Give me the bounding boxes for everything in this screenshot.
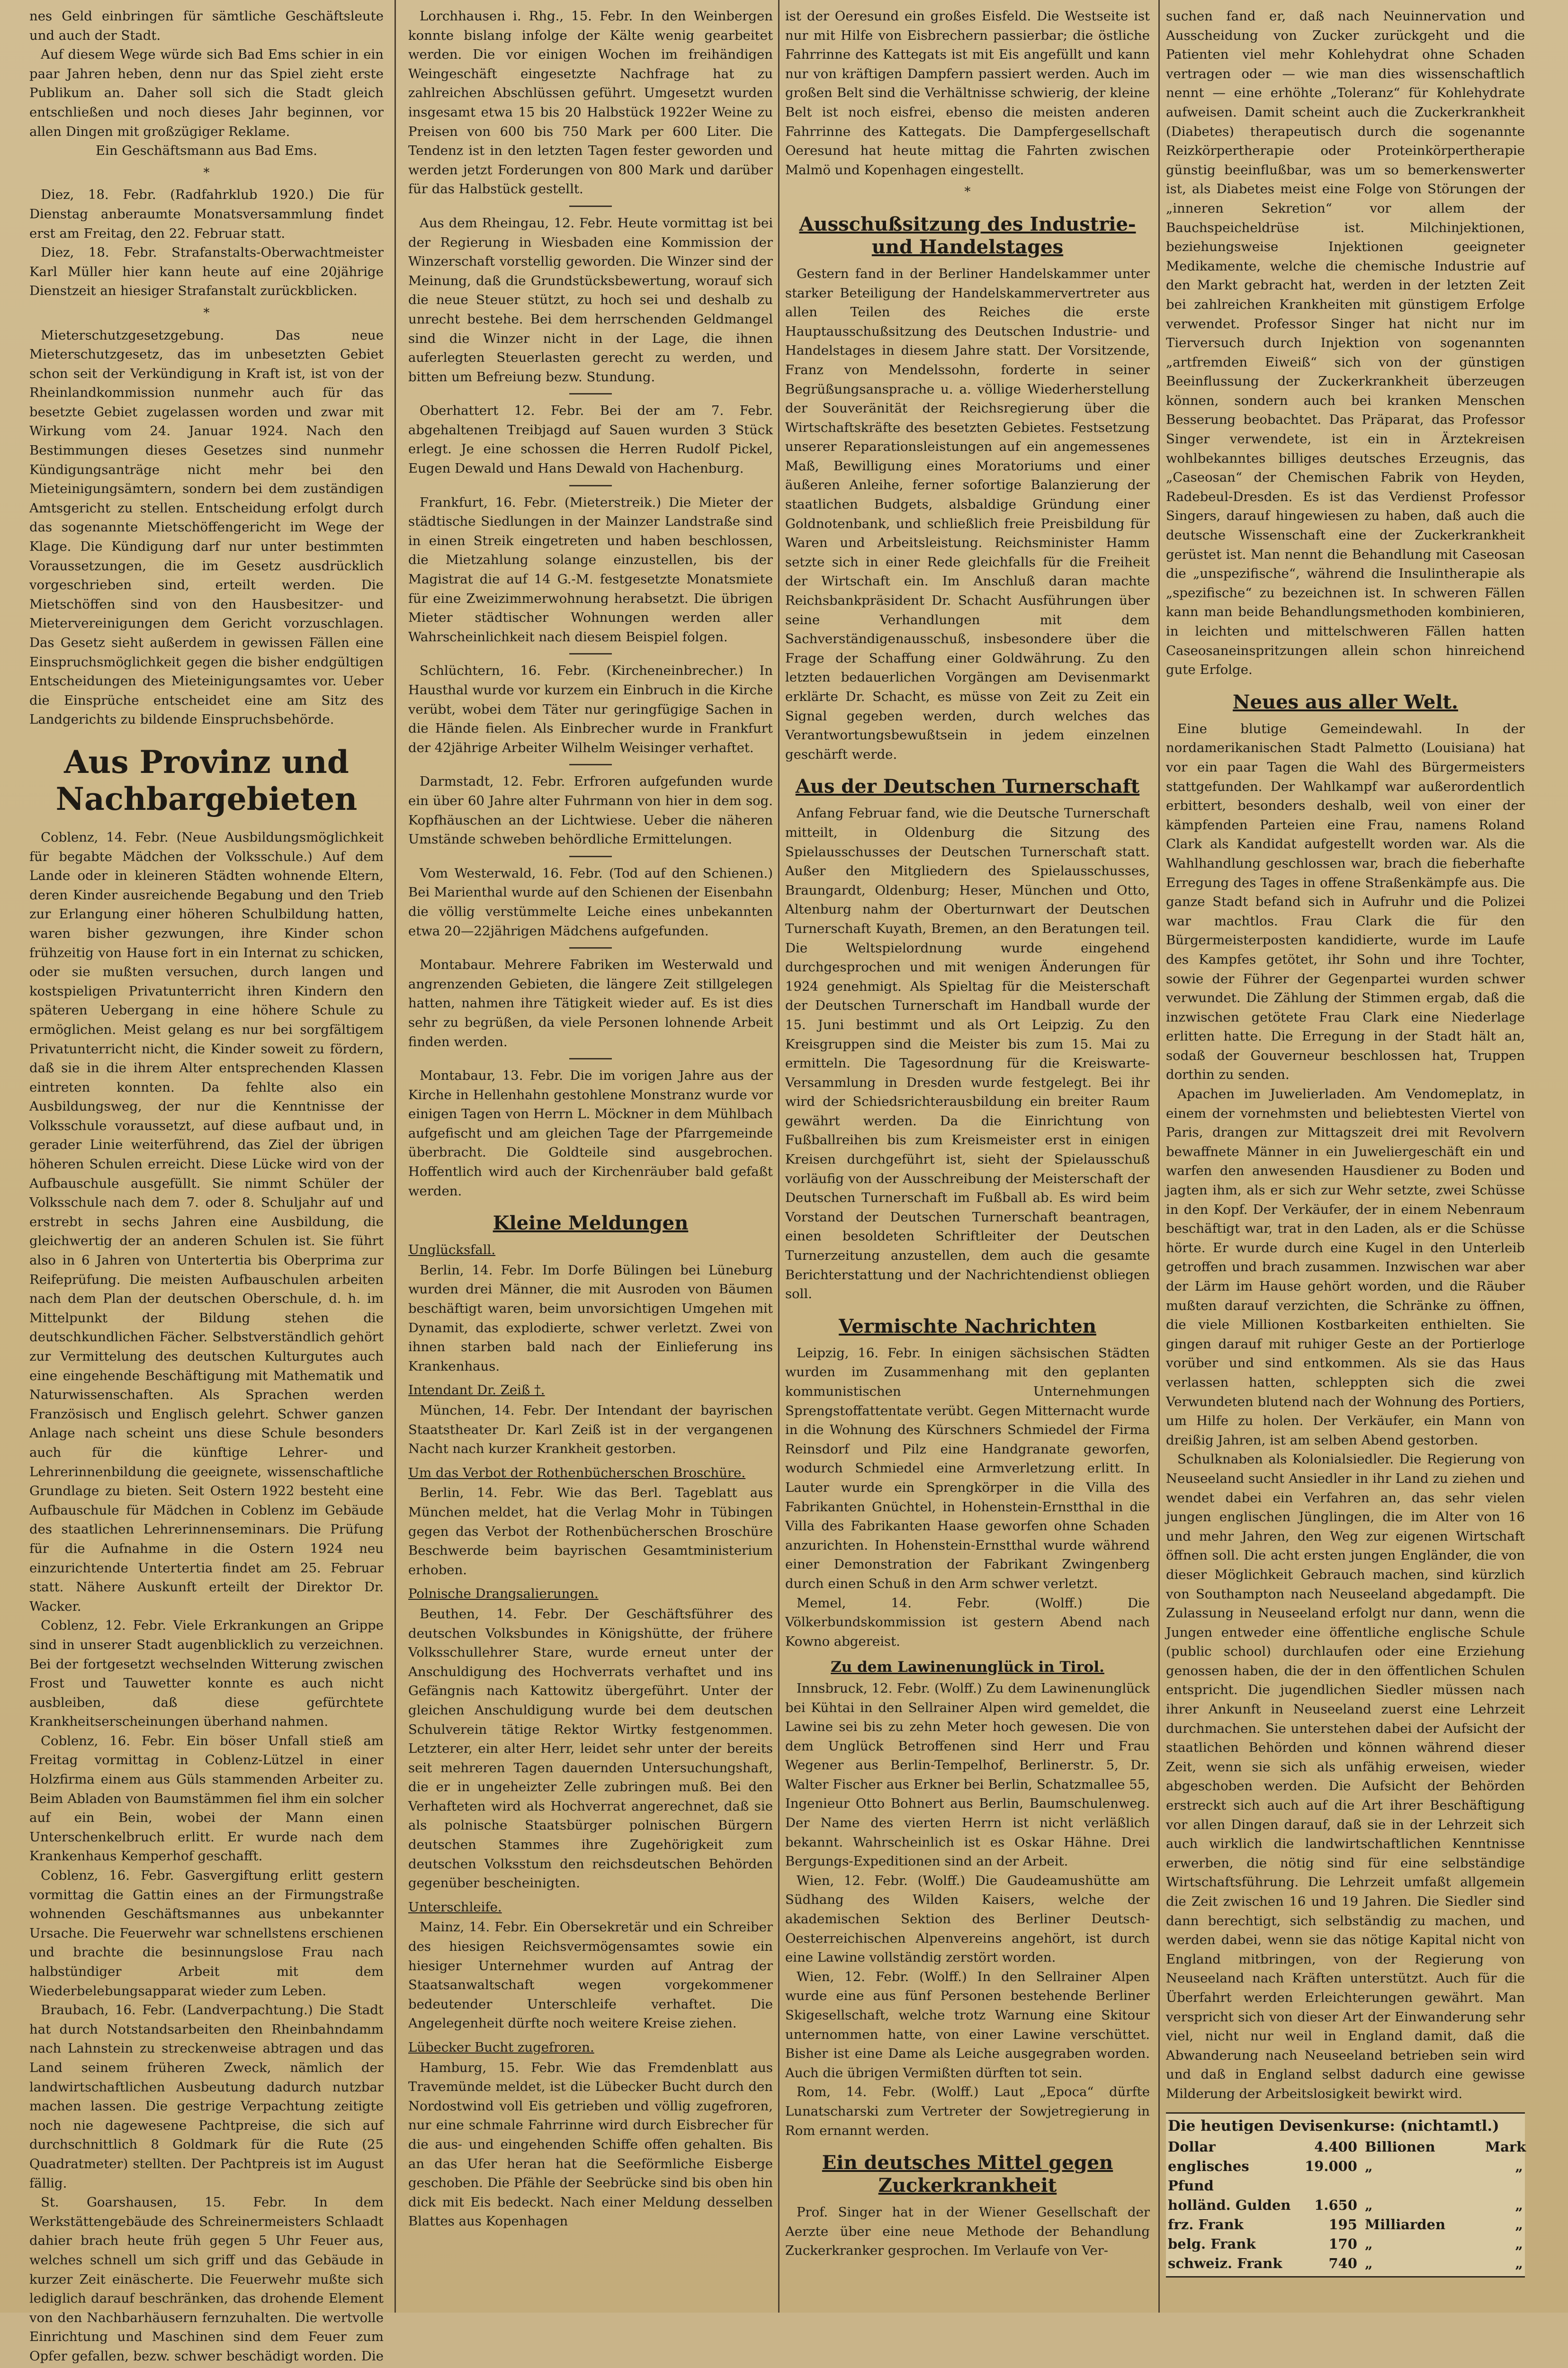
currency-name: belg. Frank bbox=[1168, 2236, 1256, 2252]
regional-news: Montabaur. Mehrere Fabriken im Westerwald und angrenzenden Gebieten, die längere Zeit stillgelegen hatten, nahmen ihre Tätigkeit wieder auf. Es ist dies sehr zu begrüßen, da viele Personen lohnende Arbeit finden werden. bbox=[408, 957, 773, 1049]
world-news: Schulknaben als Kolonialsiedler. Die Regierung von Neuseeland sucht Ansiedler in ihr Land zu ziehen und wendet dabei ein Verfahren an, das sehr vielen jungen englischen Jünglingen, die im Alter von 16 und mehr Jahren, den Weg zur eigenen Wirtschaft öffnen soll. Die acht ersten jungen Engländer, die von dieser Möglichkeit Gebrauch machen, sind kürzlich von Southampton nach Neuseeland abgedampft. Die Zulassung in Neuseeland erfolgt nur dann, wenn die Jungen entweder eine öffentliche englische Schule (public school) durchlaufen oder eine Erziehung genossen haben, die der in den öffentlichen Schulen entspricht. Die jugendlichen Siedler müssen nach ihrer Ankunft in Neuseeland zuerst eine Lehrzeit durchmachen. Sie unterstehen dabei der Aufsicht der staatlichen Behörden und können während dieser Zeit, wenn sie sich als unfähig erweisen, wieder abgeschoben werden. Die Aufsicht der Behörden erstreckt sich auch auf die Art ihrer Beschäftigung vor allen Dingen darauf, daß sie in der Lehrzeit sich auch wirklich die landwirtschaftlichen Kenntnisse erwerben, die nötig sind für eine selbständige Wirtschaftsführung. Die Lehrzeit umfaßt allgemein die Zeit zwischen 16 und 19 Jahren. Die Siedler sind dann berechtigt, sich selbständig zu machen, und werden dabei, wenn sie das nötige Kapital nicht von England mitbringen, von der Regierung von Neuseeland nach Kräften unterstützt. Auch für die Überfahrt werden Erleichterungen gewährt. Man verspricht sich von dieser Art der Einwanderung sehr viel, nicht nur weil in England damit, daß die Abwanderung nach Neuseeland betrieben sein wird und daß in England selbst dadurch eine gewisse Milderung der Arbeitslosigkeit bewirkt wird. bbox=[1166, 1452, 1525, 2101]
separator-line bbox=[569, 653, 612, 655]
rate-suffix: Mark bbox=[1485, 2139, 1526, 2155]
currency-name: holländ. Gulden bbox=[1168, 2197, 1291, 2214]
article-paragraph: suchen fand er, daß nach Neuinnervation und Ausscheidung von Zucker zurückgeht und die Patienten viel mehr Kohlehydrat ohne Schaden vertragen oder — wie man dies wissenschaftlich nennt — eine erhöhte „Toleranz“ für Kohlehydrate aufweisen. Damit scheint auch die Zuckerkrankheit (Diabetes) therapeutisch durch die sogenannte Reizkörpertherapie oder Proteinkörpertherapie günstig beeinflußbar, was um so bemerkenswerter ist, als Diabetes meist eine Folge von Störungen der „inneren Sekretion“ vor allem der Bauchspeicheldrüse ist. Milchinjektionen, beziehungsweise Injektionen geeigneter Medikamente, welche die chemische Industrie auf den Markt gebracht hat, werden in der letzten Zeit bei zahlreichen Krankheiten mit günstigem Erfolge verwendet. Professor Singer hat nicht nur im Tierversuch durch Injektion von sogenannten „artfremden Eiweiß“ sich von der günstigen Beeinflussung der Zuckerkrankheit überzeugen können, sondern auch bei kranken Menschen Besserung beobachtet. Das Präparat, das Professor Singer verwendete, ist ein in Ärztekreisen wohlbekanntes billiges deutsches Erzeugnis, das „Caseosan“ der Chemischen Fabrik von Heyden, Radebeul-Dresden. Es ist das Verdienst Professor Singers, darauf hingewiesen zu haben, daß auch die deutsche Wissenschaft eine der Zuckerkrankheit gerüstet ist. Man nennt die Behandlung mit Caseosan die „unspezifische“, während die Insulintherapie als „spezifische“ zu bezeichnen ist. In schweren Fällen kann man beide Behandlungsmethoden kombinieren, in leichten und mittelschweren Fällen hatten Caseosaneinspritzungen allein schon hinreichend gute Erfolge. bbox=[1166, 9, 1525, 678]
rate-value: 170 bbox=[1328, 2236, 1357, 2252]
column-2 bbox=[408, 7, 773, 2306]
short-news: München, 14. Febr. Der Intendant der bayrischen Staatstheater Dr. Karl Zeiß ist in der vergangenen Nacht nach kurzer Krankheit gestorben. bbox=[408, 1403, 773, 1457]
rate-value: 740 bbox=[1328, 2255, 1357, 2272]
item-label: Um das Verbot der Rothenbücherschen Broschüre. bbox=[408, 1465, 746, 1480]
regional-news: Lorchhausen i. Rhg., 15. Febr. In den Weinbergen konnte bislang infolge der Kälte wenig gearbeitet werden. Die vor einigen Wochen im freihändigen Weingeschäft eingesetzte Nachfrage hat zu zahlreichen Abschlüssen geführt. Umgesetzt wurden insgesamt etwa 15 bis 20 Halbstück 1922er Weine zu Preisen von 600 bis 750 Mark per 600 Liter. Die Tendenz ist in den letzten Tagen fester geworden und werden jetzt Forderungen von 800 Mark und darüber für das Halbstück gestellt. bbox=[408, 9, 773, 197]
world-news: Eine blutige Gemeindewahl. In der nordamerikanischen Stadt Palmetto (Louisiana) hat vor ein paar Tagen die Wahl des Bürgermeisters stattgefunden. Der Wahlkampf war außerordentlich erbittert, besonders deshalb, weil von einer der kämpfenden Parteien eine Frau, namens Roland Clark als Kandidat aufgestellt worden war. Als die Wahlhandlung geschlossen war, brach die fieberhafte Erregung des Tages in offene Straßenkämpfe aus. Die ganze Stadt befand sich in Aufruhr und die Polizei war machtlos. Frau Clark die für den Bürgermeisterposten kandidierte, wurde im Laufe des Kampfes getötet, ihr Sohn und ihre Tochter, sowie der Führer der Gegenpartei wurden schwer verwundet. Die Zählung der Stimmen ergab, daß die inzwischen getötete Frau Clark eine Niederlage erlitten hatte. Die Erregung in der Stadt hält an, sodaß der Gouverneur beschlossen hat, Truppen dorthin zu senden. bbox=[1166, 721, 1525, 1083]
currency-name: Dollar bbox=[1168, 2139, 1216, 2155]
rate-unit: Billionen bbox=[1365, 2139, 1435, 2155]
exchange-rate-row bbox=[1168, 2215, 1523, 2234]
exchange-rate-row bbox=[1168, 2196, 1523, 2215]
rate-unit: „ bbox=[1365, 2197, 1373, 2214]
short-news: Beuthen, 14. Febr. Der Geschäftsführer des deutschen Volksbundes in Königshütte, der frühere Volksschullehrer Stare, wurde erneut unter der Anschuldigung des Hochverrats verhaftet und ins Gefängnis nach Kattowitz übergeführt. Unter der gleichen Anschuldigung wurde bei dem deutschen Schulverein tätige Rektor Wirtky festgenommen. Letzterer, ein alter Herr, leidet sehr unter der bereits seit mehreren Tagen dauernden Untersuchungshaft, die er in ungeheizter Zelle zubringen muß. Bei den Verhafteten wird als Hochverrat angerechnet, daß sie als polnische Staatsbürger polnischen Bürgern deutschen Stammes ihre Zugehörigkeit zum deutschen Volksstum den reichsdeutschen Behörden gegenüber bescheinigten. bbox=[408, 1606, 773, 1891]
separator-line bbox=[569, 485, 612, 486]
short-news: Berlin, 14. Febr. Wie das Berl. Tageblatt aus München meldet, hat die Verlag Mohr in Tübingen gegen das Verbot der Rothenbücherschen Broschüre Beschwerde beim bayrischen Gesamtministerium erhoben. bbox=[408, 1485, 773, 1578]
mixed-news: Rom, 14. Febr. (Wolff.) Laut „Epoca“ dürfte Lunatscharski zum Vertreter der Sowjetregierung in Rom ernannt werden. bbox=[785, 2084, 1150, 2138]
article-heading: Ausschußsitzung des Industrie- und Handelstages bbox=[799, 213, 1136, 258]
rate-value: 4.400 bbox=[1314, 2139, 1357, 2155]
regional-news: Coblenz, 16. Febr. Gasvergiftung erlitt gestern vormittag die Gattin eines an der Firmungstraße wohnenden Geschäftsmannes aus unbekannter Ursache. Die Feuerwehr war schnellstens erschienen und brachte die besinnungslose Frau nach halbstündiger Arbeit mit dem Wiederbelebungsapparat wieder zum Leben. bbox=[29, 1868, 384, 1999]
article-heading: Aus der Deutschen Turnerschaft bbox=[795, 775, 1140, 798]
column-rule bbox=[394, 0, 396, 2313]
mixed-news: Wien, 12. Febr. (Wolff.) Die Gaudeamushütte am Südhang des Wilden Kaisers, welche der akademischen Sektion des Berliner Deutsch-Oesterreichischen Alpenvereins angehört, ist durch eine Lawine vollständig zerstört worden. bbox=[785, 1873, 1150, 1965]
item-label: Intendant Dr. Zeiß †. bbox=[408, 1382, 545, 1398]
mixed-news: Innsbruck, 12. Febr. (Wolff.) Zu dem Lawinenunglück bei Kühtai in den Sellrainer Alpen wird gemeldet, die Lawine sei bis zu zehn Meter hoch gewesen. Die von dem Unglück Betroffenen sind Herr und Frau Wegener aus Berlin-Tempelhof, Berlinerstr. 5, Dr. Walter Fischer aus Erkner bei Berlin, Schatzmallee 55, Ingenieur Otto Bohnert aus Berlin, Baumschulenweg. Der Name des vierten Herrn ist nicht verläßlich bekannt. Wahrscheinlich ist es Oskar Hähne. Drei Bergungs-Expeditionen sind an der Arbeit. bbox=[785, 1680, 1150, 1869]
currency-name: schweiz. Frank bbox=[1168, 2255, 1282, 2272]
separator-line bbox=[569, 856, 612, 857]
regional-news: Coblenz, 12. Febr. Viele Erkrankungen an Grippe sind in unserer Stadt augenblicklich zu verzeichnen. Bei der fortgesetzt wechselnden Witterung zwischen Frost und Tauwetter konnte es auch nicht ausbleiben, daß diese gefürchtete Krankheitserscheinungen überhand nahmen. bbox=[29, 1618, 384, 1730]
separator-asterisk: * bbox=[964, 185, 971, 199]
item-label: Lübecker Bucht zugefroren. bbox=[408, 2040, 594, 2055]
exchange-rate-row bbox=[1168, 2157, 1523, 2196]
item-label: Unterschleife. bbox=[408, 1899, 502, 1915]
regional-news: Schlüchtern, 16. Febr. (Kircheneinbrecher.) In Hausthal wurde vor kurzem ein Einbruch in die Kirche verübt, wobei dem Täter nur geringfügige Sachen in die Hände fielen. Als Einbrecher wurde in Frankfurt der 42jährige Arbeiter Wilhelm Weisinger verhaftet. bbox=[408, 663, 773, 755]
regional-news: Darmstadt, 12. Febr. Erfroren aufgefunden wurde ein über 60 Jahre alter Fuhrmann von hier in dem sog. Kopfhäuschen an der Lichtwiese. Ueber die näheren Umstände schweben behördliche Ermittelungen. bbox=[408, 774, 773, 847]
article-paragraph: Prof. Singer hat in der Wiener Gesellschaft der Aerzte über eine neue Methode der Behandlung Zuckerkranker gesprochen. Im Verlaufe von Ver- bbox=[785, 2205, 1150, 2259]
rate-unit: Milliarden bbox=[1365, 2216, 1446, 2233]
item-label: Unglücksfall. bbox=[408, 1242, 496, 1258]
article-paragraph: Gestern fand in der Berliner Handelskammer unter starker Beteiligung der Handelskammervertreter aus allen Teilen des Reiches die erste Hauptausschußsitzung des Deutschen Industrie- und Handelstages in diesem Jahre statt. Der Vorsitzende, Franz von Mendelssohn, forderte in seiner Begrüßungsansprache u. a. völlige Wiederherstellung der Souveränität der Reichsregierung über die Wirtschaftskräfte des besetzten Gebietes. Festsetzung unserer Reparationsleistungen auf ein angemessenes Maß, Bewilligung eines Moratoriums und einer äußeren Anleihe, ferner sofortige Balanzierung der staatlichen Budgets, alsbaldige Gründung einer Goldnotenbank, und schließlich freie Preisbildung für Waren und Arbeitsleistung. Reichsminister Hamm setzte sich in einer Rede gleichfalls für die Freiheit der Wirtschaft ein. Im Anschluß daran machte Reichsbankpräsident Dr. Schacht Ausführungen über seine Verhandlungen mit dem Sachverständigenausschuß, insbesondere über die Frage der Schaffung einer Goldwährung. Zu den letzten bedauerlichen Vorgängen am Devisenmarkt erklärte Dr. Schacht, es müsse von Zeit zu Zeit ein Signal gegeben werden, durch welches das Verantwortungsbewußtsein in jedem einzelnen geschärft werde. bbox=[785, 266, 1150, 762]
separator-line bbox=[569, 206, 612, 207]
section-heading: Aus Provinz und Nachbargebieten bbox=[55, 743, 358, 817]
mixed-news: Wien, 12. Febr. (Wolff.) In den Sellrainer Alpen wurde eine aus fünf Personen bestehende Berliner Skigesellschaft, welche trotz Warnung eine Skitour unternommen hatte, von einer Lawine verschüttet. Bisher ist eine Dame als Leiche ausgegraben worden. Auch die übrigen Vermißten dürften tot sein. bbox=[785, 1969, 1150, 2081]
exchange-rate-row bbox=[1168, 2234, 1523, 2254]
rate-suffix: „ bbox=[1515, 2236, 1523, 2252]
regional-news: Montabaur, 13. Febr. Die im vorigen Jahre aus der Kirche in Hellenhahn gestohlene Monstranz wurde vor einigen Tagen von Herrn L. Möckner in dem Mühlbach aufgefischt und am gleichen Tage der Pfarrgemeinde überbracht. Die Goldteile sind ausgebrochen. Hoffentlich wird auch der Kirchenräuber bald gefaßt werden. bbox=[408, 1068, 773, 1199]
column-rule bbox=[778, 0, 780, 2313]
world-news: Apachen im Juwelierladen. Am Vendomeplatz, in einem der vornehmsten und beliebtesten Viertel von Paris, drangen zur Mittagszeit drei mit Revolvern bewaffnete Männer in ein Juweliergeschäft ein und warfen den anwesenden Hausdiener zu Boden und jagten ihm, als er sich zur Wehr setzte, zwei Schüsse in den Kopf. Der Verkäufer, der in einem Nebenraum beschäftigt war, trat in den Laden, als er die Schüsse hörte. Er wurde durch eine Kugel in den Unterleib getroffen und brach zusammen. Inzwischen war aber der Lärm im Hause gehört worden, und die Räuber mußten darauf verzichten, die Schränke zu öffnen, die viele Millionen Kostbarkeiten enthielten. Sie gingen darauf mit ruhiger Geste an der Portierloge vorüber und sind entkommen. Als sie das Haus verlassen hatten, schleppten sich die zwei Verwundeten blutend nach der Wohnung des Portiers, um Hilfe zu holen. Der Verkäufer, ein Mann von dreißig Jahren, ist am selben Abend gestorben. bbox=[1166, 1086, 1525, 1448]
separator-line bbox=[569, 764, 612, 765]
article-paragraph: Auf diesem Wege würde sich Bad Ems schier in ein paar Jahren heben, denn nur das Spiel zieht erste Publikum an. Daher soll sich die Stadt gleich entschließen und noch dieses Jahr beginnen, vor allen Dingen mit großzügiger Reklame. bbox=[29, 47, 384, 139]
regional-news: Frankfurt, 16. Febr. (Mieterstreik.) Die Mieter der städtische Siedlungen in der Mainzer Landstraße sind in einen Streik eingetreten und haben beschlossen, die Mietzahlung solange einzustellen, bis der Magistrat die auf 14 G.-M. festgesetzte Monatsmiete für eine Zweizimmerwohnung herabsetzt. Die übrigen Mieter städtischer Wohnungen werden aller Wahrscheinlichkeit nach diesem Beispiel folgen. bbox=[408, 494, 773, 645]
rate-value: 195 bbox=[1328, 2216, 1357, 2233]
separator-line bbox=[569, 393, 612, 395]
column-3 bbox=[785, 7, 1150, 2306]
article-paragraph: Anfang Februar fand, wie die Deutsche Turnerschaft mitteilt, in Oldenburg die Sitzung des Spielausschusses der Deutschen Turnerschaft statt. Außer den Mitgliedern des Spielausschusses, Braungardt, Oldenburg; Heser, München und Otto, Altenburg nahm der Oberturnwart der Deutschen Turnerschaft Kuyath, Bremen, an den Beratungen teil. Die Weltspielordnung wurde eingehend durchgesprochen und mit wenigen Änderungen für 1924 genehmigt. Als Spieltag für die Meisterschaft der Deutschen Turnerschaft im Handball wurde der 15. Juni bestimmt und als Ort Leipzig. Zu den Kreisgruppen sind die Meister bis zum 15. Mai zu ermitteln. Die Tagesordnung für die Kreiswarte-Versammlung in Dresden wurde festgelegt. Bei ihr wird der Schiedsrichterausbildung ein breiter Raum gewährt werden. Da die Einrichtung von Fußballreihen bis zum Kreismeister erst in einigen Kreisen durchgeführt ist, sieht der Spielausschuß vorläufig von der Ausschreibung der Meisterschaft der Deutschen Turnerschaft im Fußball ab. Es wird beim Vorstand der Deutschen Turnerschaft beantragen, einen besoldeten Schriftleiter der Deutschen Turnerzeitung anzustellen, dem auch die gesamte Berichterstattung und der Nachrichtendienst obliegen soll. bbox=[785, 806, 1150, 1302]
rate-value: 1.650 bbox=[1314, 2197, 1357, 2214]
article-paragraph: nes Geld einbringen für sämtliche Geschäftsleute und auch der Stadt. bbox=[29, 9, 384, 43]
regional-news: Coblenz, 14. Febr. (Neue Ausbildungsmöglichkeit für begabte Mädchen der Volksschule.) Auf dem Lande oder in kleineren Städten wohnende Eltern, deren Kinder ausreichende Begabung und den Trieb zur Erlangung einer höheren Schulbildung hatten, waren bisher gezwungen, ihre Kinder schon frühzeitig von Hause fort in ein Internat zu schicken, oder sie mußten versuchen, durch langen und kostspieligen Privatunterricht ihren Kindern den späteren Uebergang in eine höhere Schule zu ermöglichen. Meist gelang es nur bei sorgfältigem Privatunterricht nicht, die Kinder soweit zu fördern, daß sie in die ihrem Alter entsprechenden Klassen eintreten konnten. Da fehlte also ein Ausbildungsweg, der nur die Kenntnisse der Volksschule voraussetzt, auf diese aufbaut und, in gerader Linie weiterführend, das Ziel der übrigen höheren Schulen erreicht. Diese Lücke wird von der Aufbauschule ausgefüllt. Sie nimmt Schüler der Volksschule nach dem 7. oder 8. Schuljahr auf und erstrebt in sechs Jahren eine Ausbildung, die gleichwertig der an anderen Schulen ist. Sie führt also in 6 Jahren von Untertertia bis Oberprima zur Reifeprüfung. Die meisten Aufbauschulen arbeiten nach dem Plan der deutschen Oberschule, d. h. im Mittelpunkt der Bildung stehen die deutschkundlichen Fächer. Selbstverständlich gehört zur Vermittelung des deutschen Kulturgutes auch eine eingehende Beschäftigung mit Mathematik und Naturwissenschaften. Als Sprachen werden Französisch und Englisch gelehrt. Schwer ganzen Anlage nach scheint uns diese Schule besonders auch für die künftige Lehrer- und Lehrerinnenbildung die geeignete, wissenschaftliche Grundlage zu bieten. Seit Ostern 1922 besteht eine Aufbauschule für Mädchen in Coblenz im Gebäude des staatlichen Lehrerinnenseminars. Die Prüfung für die Aufnahme in die Ostern 1924 neu einzurichtende Untertertia findet am 25. Februar statt. Nähere Auskunft erteilt der Direktor Dr. Wacker. bbox=[29, 829, 384, 1614]
column-rule bbox=[1158, 0, 1160, 2313]
regional-news: Coblenz, 16. Febr. Ein böser Unfall stieß am Freitag vormittag in Coblenz-Lützel in einer Holzfirma einem aus Güls stammenden Arbeiter zu. Beim Abladen von Baumstämmen fiel ihm ein solcher auf ein Bein, wobei der Mann einen Unterschenkelbruch erlitt. Er wurde nach dem Krankenhaus Kemperhof geschafft. bbox=[29, 1733, 384, 1864]
article-paragraph: Mieterschutzgesetzgebung. Das neue Mieterschutzgesetz, das im unbesetzten Gebiet schon seit der Verkündigung in Kraft ist, ist von der Rheinlandkommission nunmehr auch für das besetzte Gebiet zugelassen worden und zwar mit Wirkung vom 24. Januar 1924. Nach den Bestimmungen dieses Gesetzes sind nunmehr Kündigungsanträge nicht mehr bei den Mieteinigungsämtern, sondern bei dem zuständigen Amtsgericht zu stellen. Entscheidung erfolgt durch das sogenannte Mietschöffengericht im Wege der Klage. Die Kündigung darf nur unter bestimmten Voraussetzungen, die im Gesetz ausdrücklich vorgeschrieben sind, erteilt werden. Die Mietschöffen sind von den Hausbesitzer- und Mietervereinigungen dem Gericht vorzuschlagen. Das Gesetz sieht außerdem in gewissen Fällen eine Einspruchsmöglichkeit gegen die bisher endgültigen Entscheidungen des Mieteinigungsamtes vor. Ueber die Einsprüche entscheidet eine am Sitz des Landgerichts zu bildende Einspruchsbehörde. bbox=[29, 327, 384, 727]
rate-unit: „ bbox=[1365, 2158, 1373, 2175]
currency-name: frz. Frank bbox=[1168, 2216, 1244, 2233]
rate-unit: „ bbox=[1365, 2255, 1373, 2272]
rate-value: 19.000 bbox=[1305, 2158, 1357, 2175]
exchange-rate-row bbox=[1168, 2137, 1526, 2157]
subheading: Zu dem Lawinenunglück in Tirol. bbox=[831, 1659, 1104, 1676]
item-label: Polnische Drangsalierungen. bbox=[408, 1586, 599, 1602]
rate-suffix: „ bbox=[1515, 2255, 1523, 2272]
currency-name: englisches Pfund bbox=[1168, 2158, 1249, 2194]
exchange-rates-box bbox=[1166, 2112, 1525, 2278]
short-news: Hamburg, 15. Febr. Wie das Fremdenblatt aus Travemünde meldet, ist die Lübecker Bucht durch den Nordostwind voll Eis getrieben und völlig zugefroren, nur eine schmale Fahrrinne wird durch Eisbrecher für die aus- und eingehenden Schiffe offen gehalten. Bis an das Ufer heran hat die Seeförmliche Eisberge geschoben. Die Pfähle der Seebrücke sind bis oben hin dick mit Eis bedeckt. Nach einer Meldung desselben Blattes aus Kopenhagen bbox=[408, 2060, 773, 2229]
exchange-rate-row bbox=[1168, 2254, 1523, 2273]
rate-unit: „ bbox=[1365, 2236, 1373, 2252]
separator-asterisk: * bbox=[203, 165, 210, 180]
column-1 bbox=[29, 7, 384, 2364]
article-heading: Ein deutsches Mittel gegen Zuckerkrankheit bbox=[822, 2152, 1113, 2197]
article-paragraph: ist der Oeresund ein großes Eisfeld. Die Westseite ist nur mit Hilfe von Eisbrechern passierbar; die östliche Fahrrinne des Kattegats ist mit Eis angefüllt und kann nur von kräftigen Dampfern passiert werden. Auch im großen Belt sind die Verhältnisse schwierig, der kleine Belt ist noch eisfrei, ebenso die meisten anderen Fahrrinne des Kattegats. Die Dampfergesellschaft Oeresund hat heute mittag die Fahrten zwischen Malmö und Kopenhagen eingestellt. bbox=[785, 9, 1150, 178]
separator-line bbox=[569, 1058, 612, 1059]
regional-news: Braubach, 16. Febr. (Landverpachtung.) Die Stadt hat durch Notstandsarbeiten den Rheinbahndamm nach Lahnstein zu streckenweise abtragen und das Land seinem früheren Zweck, nämlich der landwirtschaftlichen Ausbeutung dadurch nutzbar machen lassen. Die gestrige Verpachtung zeitigte noch nie dagewesene Pachtpreise, die sich auf durchschnittlich 8 Goldmark für die Rute (25 Quadratmeter) stellten. Der Pachtpreis ist im August fällig. bbox=[29, 2002, 384, 2191]
regional-news: Vom Westerwald, 16. Febr. (Tod auf den Schienen.) Bei Marienthal wurde auf den Schienen der Eisenbahn die völlig verstümmelte Leiche eines unbekannten etwa 20—22jährigen Mädchens aufgefunden. bbox=[408, 865, 773, 939]
rate-suffix: „ bbox=[1515, 2158, 1523, 2175]
short-news: Mainz, 14. Febr. Ein Obersekretär und ein Schreiber des hiesigen Reichsvermögensamtes sowie ein hiesiger Unternehmer wurden auf Antrag der Staatsanwaltschaft wegen vorgekommener bedeutender Unterschleife verhaftet. Die Angelegenheit dürfte noch weitere Kreise ziehen. bbox=[408, 1920, 773, 2031]
article-signature: Ein Geschäftsmann aus Bad Ems. bbox=[95, 143, 318, 159]
local-news: Diez, 18. Febr. (Radfahrklub 1920.) Die für Dienstag anberaumte Monatsversammlung findet erst am Freitag, den 22. Februar statt. bbox=[29, 187, 384, 241]
section-heading: Neues aus aller Welt. bbox=[1233, 691, 1458, 713]
mixed-news: Leipzig, 16. Febr. In einigen sächsischen Städten wurden im Zusammenhang mit den geplanten kommunistischen Unternehmungen Sprengstoffattentate verübt. Gegen Mitternacht wurde in die Wohnung des Kürschners Schmiedel der Firma Reinsdorf und Pilz eine Handgranate geworfen, wodurch Schmiedel eine Armverletzung erlitt. In Lauter wurde ein Sprengkörper in die Villa des Fabrikanten Gnüchtel, in Hohenstein-Ernstthal in die Villa des Fabrikanten Haase geworfen ohne Schaden anzurichten. In Hohenstein-Ernstthal wurde während einer Demonstration der Fabrikant Zwingenberg durch einen Schuß in den Arm schwer verletzt. bbox=[785, 1345, 1150, 1591]
separator-line bbox=[569, 947, 612, 949]
rate-suffix: „ bbox=[1515, 2197, 1523, 2214]
exchange-rates-title: Die heutigen Devisenkurse: (nichtamtl.) bbox=[1168, 2117, 1499, 2135]
separator-asterisk: * bbox=[203, 305, 210, 320]
regional-news: Oberhattert 12. Febr. Bei der am 7. Febr. abgehaltenen Treibjagd auf Sauen wurden 3 Stück erlegt. Je eine schossen die Herren Rudolf Pickel, Eugen Dewald und Hans Dewald von Hachenburg. bbox=[408, 403, 773, 476]
short-news: Berlin, 14. Febr. Im Dorfe Bülingen bei Lüneburg wurden drei Männer, die mit Ausroden von Bäumen beschäftigt waren, beim unvorsichtigen Umgehen mit Dynamit, das explodierte, schwer verletzt. Zwei von ihnen starben bald nach der Einlieferung ins Krankenhaus. bbox=[408, 1262, 773, 1374]
column-4 bbox=[1166, 7, 1525, 2306]
regional-news: Aus dem Rheingau, 12. Febr. Heute vormittag ist bei der Regierung in Wiesbaden eine Kommission der Winzerschaft vorstellig geworden. Die Winzer sind der Meinung, daß die Grundstücksbewertung, worauf sich die neue Steuer stützt, zu hoch sei und deshalb zu unrecht bestehe. Bei dem herrschenden Geldmangel sind die Winzer nicht in der Lage, die ihnen auferlegten Steuerlasten gerecht zu werden, und bitten um Befreiung bezw. Stundung. bbox=[408, 215, 773, 385]
local-news: Diez, 18. Febr. Strafanstalts-Oberwachtmeister Karl Müller hier kann heute auf eine 20jährige Dienstzeit an hiesiger Strafanstalt zurückblicken. bbox=[29, 245, 384, 299]
regional-news: St. Goarshausen, 15. Febr. In dem Werkstättengebäude des Schreinermeisters Schlaadt dahier brach heute früh gegen 5 Uhr Feuer aus, welches schnell um sich griff und das Gebäude in kurzer Zeit einäscherte. Die Feuerwehr mußte sich lediglich darauf beschränken, das drohende Element von den Nachbarhäusern fernzuhalten. Die wertvolle Einrichtung und Maschinen sind dem Feuer zum Opfer gefallen, bezw. schwer beschädigt worden. Die bbox=[29, 2195, 384, 2364]
section-heading: Kleine Meldungen bbox=[493, 1212, 689, 1235]
section-heading: Vermischte Nachrichten bbox=[839, 1315, 1096, 1337]
rate-suffix: „ bbox=[1515, 2216, 1523, 2233]
mixed-news: Memel, 14. Febr. (Wolff.) Die Völkerbundskommission ist gestern Abend nach Kowno abgereist. bbox=[785, 1595, 1150, 1649]
